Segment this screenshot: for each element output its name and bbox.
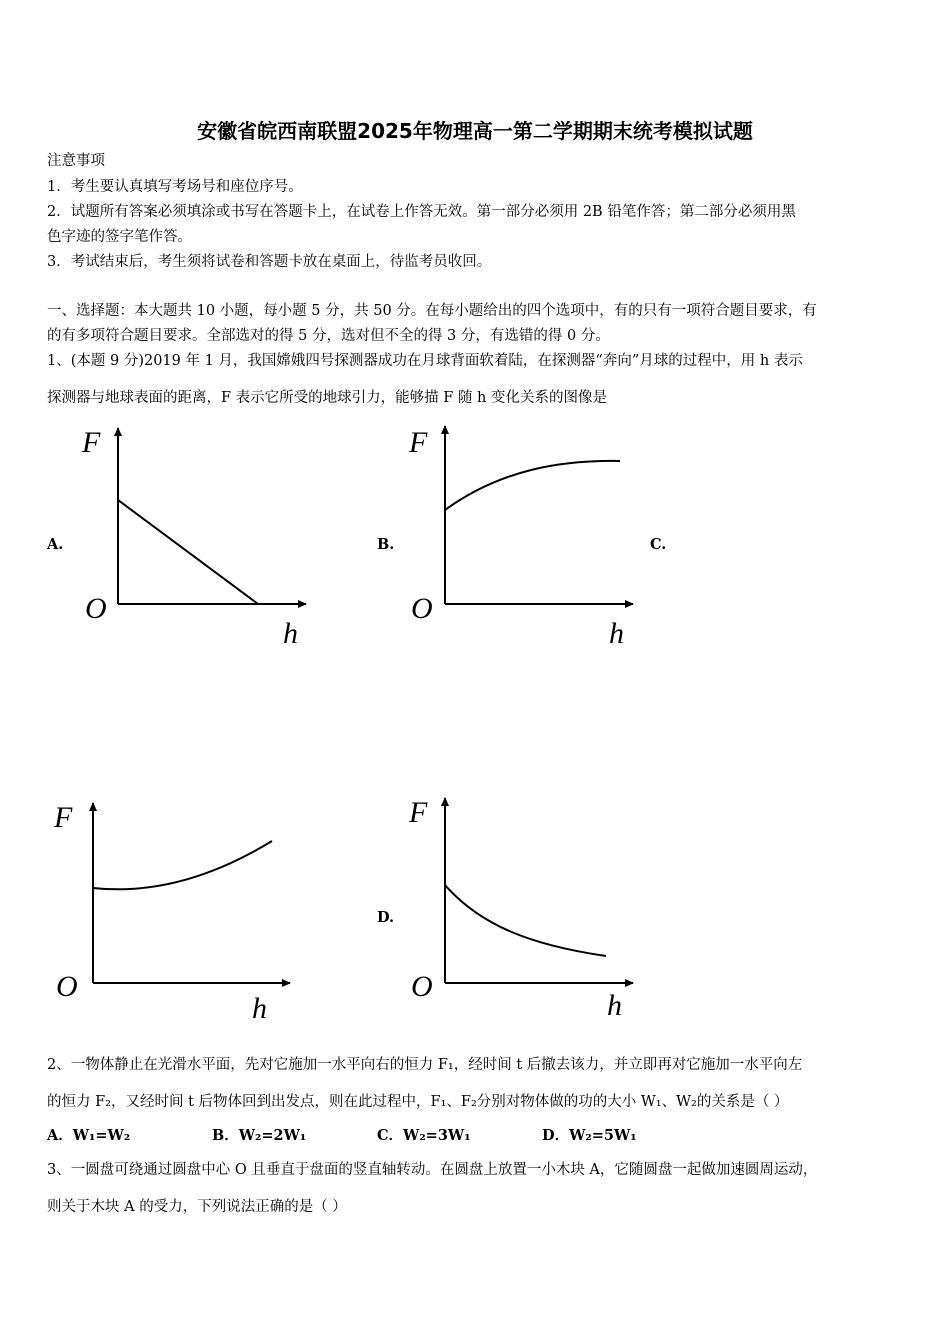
graph-a	[81, 426, 306, 650]
graph-c	[53, 801, 290, 1025]
origin-label: O	[56, 970, 78, 1003]
question-3-text: 则关于木块 A 的受力，下列说法正确的是（ ）	[47, 1199, 347, 1215]
page-title: 安徽省皖西南联盟2025年物理高一第二学期期末统考模拟试题	[197, 119, 753, 143]
curve	[93, 841, 272, 889]
y-axis-label: F	[409, 796, 428, 829]
x-axis-label: h	[607, 989, 622, 1022]
question-3-text: 3、一圆盘可绕通过圆盘中心 O 且垂直于盘面的竖直轴转动。在圆盘上放置一小木块 A，它随圆盘一起做加速圆周运动，	[47, 1162, 818, 1178]
x-axis-label: h	[283, 617, 298, 650]
question-2-text: 的恒力 F₂，又经时间 t 后物体回到出发点，则在此过程中，F₁、F₂分别对物体做的功的大小 W₁、W₂的关系是（ ）	[47, 1094, 789, 1110]
curve	[445, 461, 620, 510]
x-axis-label: h	[609, 617, 624, 650]
q2-option-a: A．W₁=W₂	[47, 1127, 131, 1144]
curve	[118, 500, 258, 604]
graph-d	[408, 796, 633, 1022]
notice-item: 2．试题所有答案必须填涂或书写在答题卡上，在试卷上作答无效。第一部分必须用 2B 铅笔作答；第二部分必须用黑	[47, 204, 796, 220]
curve	[445, 885, 606, 956]
y-axis-label: F	[54, 801, 73, 834]
option-a-label: A.	[47, 536, 64, 553]
q2-option-d: D．W₂=5W₁	[542, 1127, 637, 1144]
section-instructions: 的有多项符合题目要求。全部选对的得 5 分，选对但不全的得 3 分，有选错的得 0 分。	[47, 328, 610, 344]
question-2-text: 2、一物体静止在光滑水平面，先对它施加一水平向右的恒力 F₁，经时间 t 后撤去该力，并立即再对它施加一水平向左	[47, 1057, 803, 1073]
question-1-text: 1、(本题 9 分)2019 年 1 月，我国嫦娥四号探测器成功在月球背面软着陆，在探测器“奔向”月球的过程中，用 h 表示	[47, 353, 803, 369]
q2-option-c: C．W₂=3W₁	[377, 1127, 471, 1144]
y-axis-label: F	[82, 426, 101, 459]
q2-option-b: B．W₂=2W₁	[212, 1127, 307, 1144]
option-b-label: B.	[377, 536, 395, 553]
question-1-text: 探测器与地球表面的距离，F 表示它所受的地球引力，能够描 F 随 h 变化关系的图像是	[47, 390, 608, 406]
notice-item: 1．考生要认真填写考场号和座位序号。	[47, 179, 303, 195]
section-instructions: 一、选择题：本大题共 10 小题，每小题 5 分，共 50 分。在每小题给出的四个选项中，有的只有一项符合题目要求，有	[47, 303, 817, 319]
origin-label: O	[411, 592, 433, 625]
origin-label: O	[85, 592, 107, 625]
graph-b	[408, 426, 633, 650]
y-axis-label: F	[409, 426, 428, 459]
option-c-label: C.	[650, 536, 667, 553]
notice-heading: 注意事项	[47, 153, 105, 169]
notice-item: 色字迹的签字笔作答。	[47, 229, 192, 245]
notice-item: 3．考试结束后，考生须将试卷和答题卡放在桌面上，待监考员收回。	[47, 254, 492, 270]
x-axis-label: h	[252, 992, 267, 1025]
option-d-label: D.	[377, 909, 395, 926]
origin-label: O	[411, 970, 433, 1003]
